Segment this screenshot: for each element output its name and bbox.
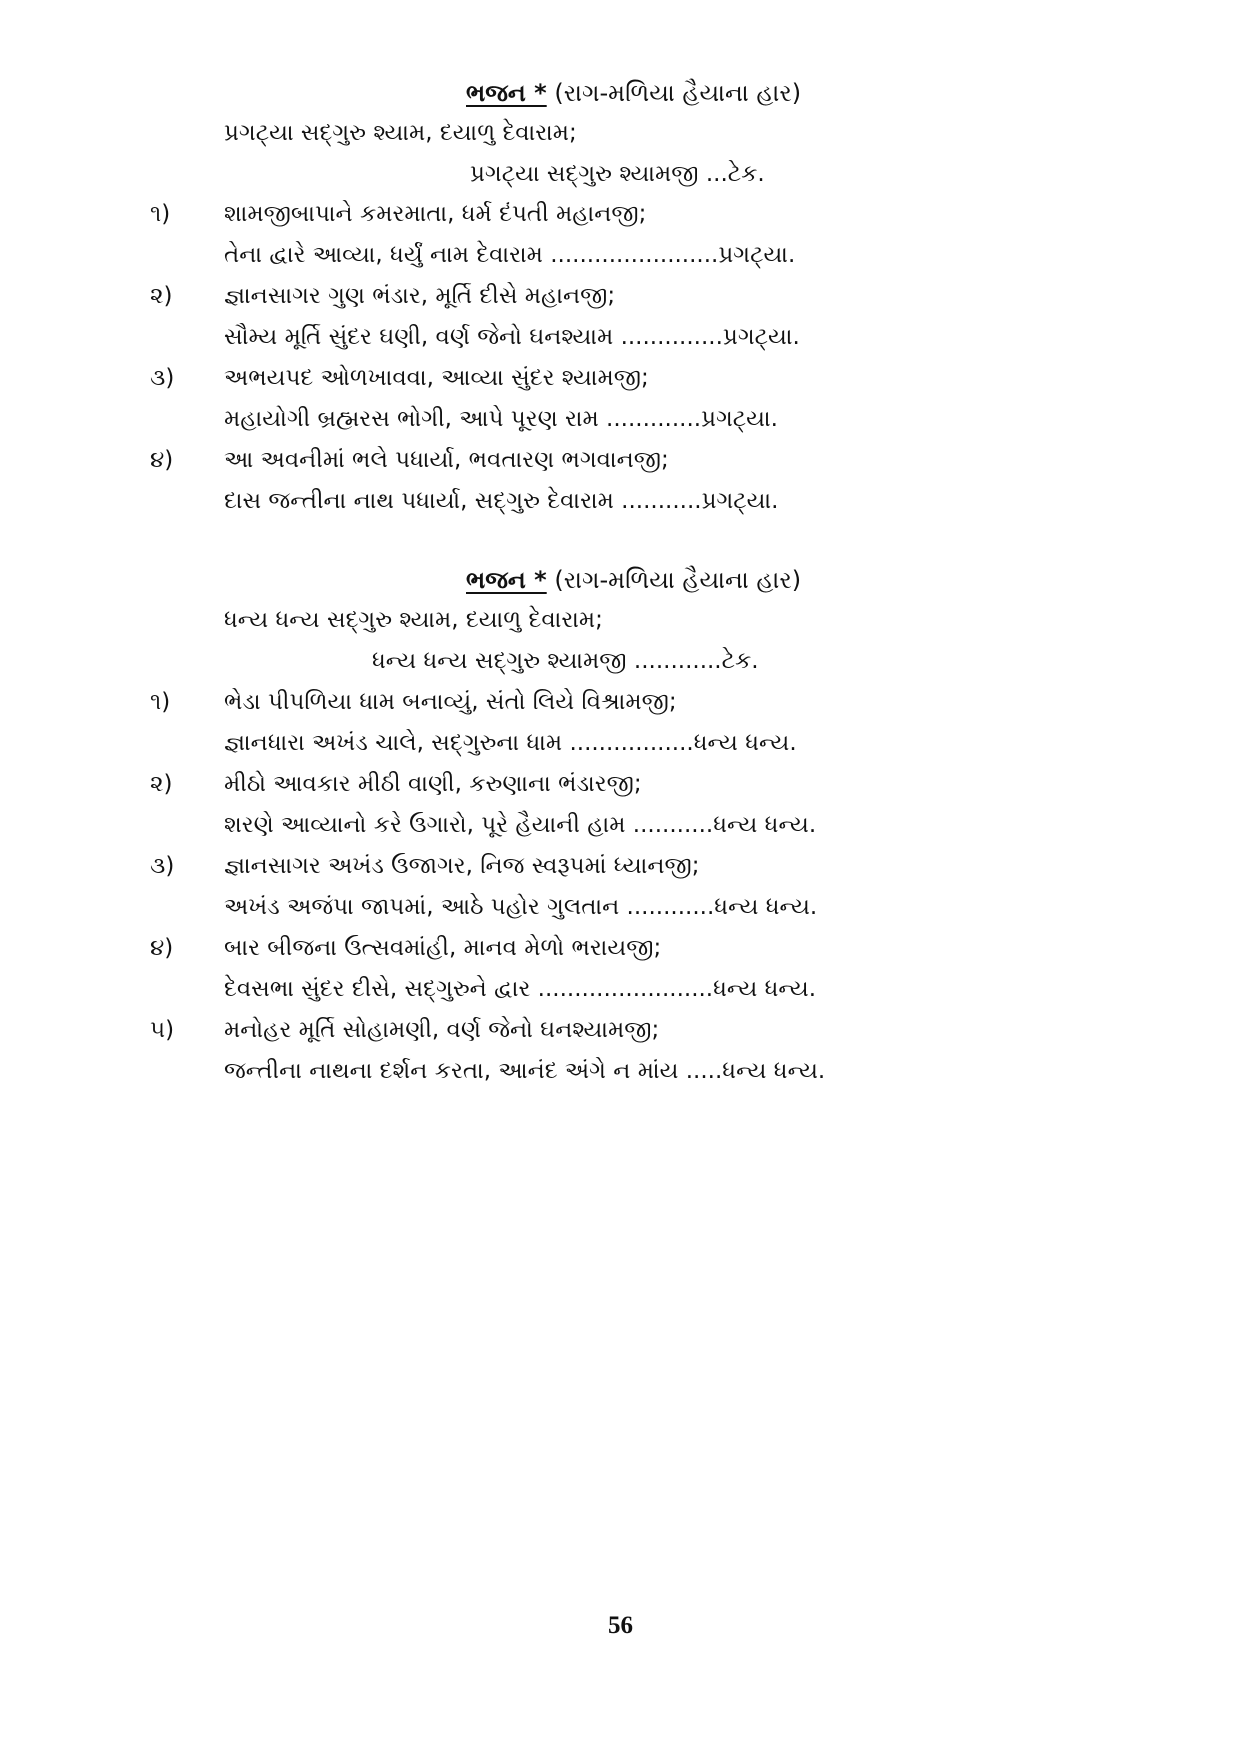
bhajan-1-title [466,78,801,108]
stanza-line: અભયપદ ઓળખાવવા, આવ્યા સુંદર શ્યામજી; [224,365,649,391]
stanza-number: ૩) [150,853,175,879]
stanza-line: આ અવનીમાં ભલે પધાર્યા, ભવતારણ ભગવાનજી; [224,447,669,473]
stanza-line: શરણે આવ્યાનો કરે ઉગારો, પૂરે હૈયાની હામ ...........ધન્ય ધન્ય. [224,812,817,838]
stanza-line: અખંડ અજંપા જાપમાં, આઠે પહોર ગુલતાન ............ધન્ય ધન્ય. [224,894,818,920]
stanza-number: ૪) [150,447,174,473]
bhajan-2-title [466,565,801,595]
stanza-line: દેવસભા સુંદર દીસે, સદ્ગુરુને દ્વાર ........................ધન્ય ધન્ય. [224,976,817,1002]
bhajan-2-title-bold: ભજન * [466,566,547,594]
stanza-number: ૩) [150,365,175,391]
bhajan-1-raag: (રાગ-મળિયા હૈયાના હાર) [546,79,802,107]
stanza-line: દાસ જન્તીના નાથ પધાર્યા, સદ્ગુરુ દેવારામ ...........પ્રગટ્યા. [224,488,779,514]
bhajan-1-title-bold: ભજન * [466,79,547,107]
stanza-line: તેના દ્વારે આવ્યા, ધર્યું નામ દેવારામ .......................પ્રગટ્યા. [224,242,796,268]
bhajan-2-refrain-1: ધન્ય ધન્ય સદ્ગુરુ શ્યામ, દયાળુ દેવારામ; [224,607,603,633]
bhajan-1-refrain-1: પ્રગટ્યા સદ્ગુરુ શ્યામ, દયાળુ દેવારામ; [224,120,577,146]
stanza-number: ૫) [150,1017,175,1043]
stanza-line: જ્ઞાનસાગર ગુણ ભંડાર, મૂર્તિ દીસે મહાનજી; [224,283,616,309]
stanza-line: મનોહર મૂર્તિ સોહામણી, વર્ણ જેનો ઘનશ્યામજી; [224,1017,660,1043]
stanza-line: મીઠો આવકાર મીઠી વાણી, કરુણાના ભંડારજી; [224,771,642,797]
page-number: 56 [608,1612,633,1639]
stanza-line: સૌમ્ય મૂર્તિ સુંદર ઘણી, વર્ણ જેનો ઘનશ્યામ ..............પ્રગટ્યા. [224,324,800,350]
stanza-number: ૧) [150,201,171,227]
bhajan-2-refrain-2: ધન્ય ધન્ય સદ્ગુરુ શ્યામજી ............ટેક. [372,648,759,674]
stanza-line: શામજીબાપાને કમરમાતા, ધર્મ દંપતી મહાનજી; [224,201,647,227]
stanza-number: ૪) [150,935,174,961]
stanza-line: જ્ઞાનસાગર અખંડ ઉજાગર, નિજ સ્વરૂપમાં ધ્યાનજી; [224,853,700,879]
stanza-number: ૧) [150,689,171,715]
stanza-line: મહાયોગી બ્રહ્મરસ ભોગી, આપે પૂરણ રામ .............પ્રગટ્યા. [224,406,778,432]
stanza-line: બાર બીજના ઉત્સવમાંહી, માનવ મેળો ભરાયજી; [224,935,662,961]
stanza-line: જ્ઞાનધારા અખંડ ચાલે, સદ્ગુરુના ધામ .................ધન્ય ધન્ય. [224,730,797,756]
stanza-line: જન્તીના નાથના દર્શન કરતા, આનંદ અંગે ન માંય .....ધન્ય ધન્ય. [224,1058,826,1084]
stanza-line: ભેડા પીપળિયા ધામ બનાવ્યું, સંતો લિયે વિશ્રામજી; [224,689,677,715]
stanza-number: ૨) [150,771,173,797]
stanza-number: ૨) [150,283,173,309]
bhajan-1-refrain-2: પ્રગટ્યા સદ્ગુરુ શ્યામજી ...ટેક. [470,161,765,187]
bhajan-2-raag: (રાગ-મળિયા હૈયાના હાર) [546,566,802,594]
